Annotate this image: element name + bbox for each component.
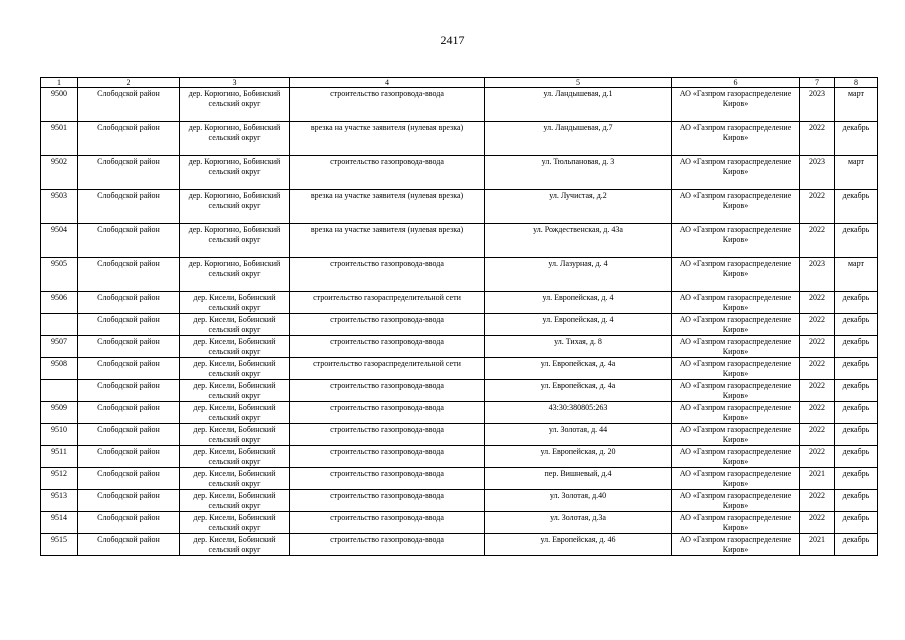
cell-month: декабрь <box>835 534 878 556</box>
cell-number: 9513 <box>41 490 78 512</box>
cell-month: март <box>835 258 878 292</box>
cell-locality: дер. Кисели, Бобинский сельский округ <box>180 402 290 424</box>
cell-work: строительство газопровода-ввода <box>290 88 485 122</box>
cell-work: строительство газопровода-ввода <box>290 468 485 490</box>
cell-work: строительство газопровода-ввода <box>290 534 485 556</box>
cell-district: Слободской район <box>78 490 180 512</box>
cell-month: декабрь <box>835 292 878 314</box>
cell-month: декабрь <box>835 446 878 468</box>
cell-address: ул. Тихая, д. 8 <box>485 336 672 358</box>
cell-year: 2022 <box>800 122 835 156</box>
cell-number: 9501 <box>41 122 78 156</box>
cell-locality: дер. Корюгино, Бобинский сельский округ <box>180 258 290 292</box>
cell-locality: дер. Кисели, Бобинский сельский округ <box>180 468 290 490</box>
cell-month: март <box>835 156 878 190</box>
gasification-table <box>40 77 878 556</box>
cell-district: Слободской район <box>78 402 180 424</box>
cell-number: 9506 <box>41 292 78 314</box>
table-row <box>41 358 878 380</box>
cell-work: строительство газораспределительной сети <box>290 358 485 380</box>
cell-locality: дер. Корюгино, Бобинский сельский округ <box>180 156 290 190</box>
cell-organization: АО «Газпром газораспределение Киров» <box>672 512 800 534</box>
cell-organization: АО «Газпром газораспределение Киров» <box>672 156 800 190</box>
cell-year: 2023 <box>800 156 835 190</box>
cell-district: Слободской район <box>78 314 180 336</box>
column-header: 6 <box>672 78 800 88</box>
cell-organization: АО «Газпром газораспределение Киров» <box>672 224 800 258</box>
cell-number: 9507 <box>41 336 78 358</box>
cell-address: пер. Вишневый, д.4 <box>485 468 672 490</box>
table-row <box>41 292 878 314</box>
cell-month: декабрь <box>835 512 878 534</box>
cell-locality: дер. Кисели, Бобинский сельский округ <box>180 292 290 314</box>
cell-address: ул. Европейская, д. 46 <box>485 534 672 556</box>
cell-district: Слободской район <box>78 224 180 258</box>
cell-organization: АО «Газпром газораспределение Киров» <box>672 534 800 556</box>
cell-district: Слободской район <box>78 156 180 190</box>
column-header: 2 <box>78 78 180 88</box>
cell-district: Слободской район <box>78 534 180 556</box>
cell-address: ул. Ландышевая, д.1 <box>485 88 672 122</box>
cell-organization: АО «Газпром газораспределение Киров» <box>672 446 800 468</box>
cell-work: строительство газопровода-ввода <box>290 156 485 190</box>
cell-district: Слободской район <box>78 512 180 534</box>
cell-district: Слободской район <box>78 358 180 380</box>
cell-work: строительство газопровода-ввода <box>290 490 485 512</box>
cell-locality: дер. Корюгино, Бобинский сельский округ <box>180 88 290 122</box>
cell-number: 9504 <box>41 224 78 258</box>
cell-district: Слободской район <box>78 88 180 122</box>
column-header: 7 <box>800 78 835 88</box>
table-row <box>41 224 878 258</box>
cell-year: 2023 <box>800 88 835 122</box>
cell-work: строительство газопровода-ввода <box>290 512 485 534</box>
cell-work: врезка на участке заявителя (нулевая врезка) <box>290 122 485 156</box>
cell-month: декабрь <box>835 358 878 380</box>
cell-address: ул. Лучистая, д.2 <box>485 190 672 224</box>
cell-address: 43:30:380805:263 <box>485 402 672 424</box>
cell-year: 2022 <box>800 336 835 358</box>
table-row <box>41 424 878 446</box>
cell-organization: АО «Газпром газораспределение Киров» <box>672 258 800 292</box>
cell-locality: дер. Кисели, Бобинский сельский округ <box>180 534 290 556</box>
cell-month: декабрь <box>835 314 878 336</box>
cell-year: 2022 <box>800 402 835 424</box>
cell-address: ул. Золотая, д.3а <box>485 512 672 534</box>
cell-number: 9505 <box>41 258 78 292</box>
cell-year: 2022 <box>800 424 835 446</box>
cell-district: Слободской район <box>78 336 180 358</box>
table-row <box>41 336 878 358</box>
cell-year: 2022 <box>800 292 835 314</box>
table-row <box>41 446 878 468</box>
cell-number: 9503 <box>41 190 78 224</box>
cell-address: ул. Лазурная, д. 4 <box>485 258 672 292</box>
cell-organization: АО «Газпром газораспределение Киров» <box>672 468 800 490</box>
table-row <box>41 156 878 190</box>
cell-number: 9514 <box>41 512 78 534</box>
cell-address: ул. Тюльпановая, д. 3 <box>485 156 672 190</box>
cell-year: 2022 <box>800 358 835 380</box>
cell-locality: дер. Кисели, Бобинский сельский округ <box>180 314 290 336</box>
cell-organization: АО «Газпром газораспределение Киров» <box>672 490 800 512</box>
cell-organization: АО «Газпром газораспределение Киров» <box>672 190 800 224</box>
cell-work: строительство газопровода-ввода <box>290 424 485 446</box>
column-header: 3 <box>180 78 290 88</box>
cell-number: 9515 <box>41 534 78 556</box>
cell-month: декабрь <box>835 490 878 512</box>
cell-number: 9509 <box>41 402 78 424</box>
table-row <box>41 380 878 402</box>
cell-locality: дер. Кисели, Бобинский сельский округ <box>180 336 290 358</box>
table-row <box>41 512 878 534</box>
cell-work: строительство газопровода-ввода <box>290 258 485 292</box>
table-row <box>41 88 878 122</box>
cell-organization: АО «Газпром газораспределение Киров» <box>672 88 800 122</box>
cell-number: 9500 <box>41 88 78 122</box>
cell-year: 2021 <box>800 468 835 490</box>
cell-organization: АО «Газпром газораспределение Киров» <box>672 314 800 336</box>
cell-year: 2023 <box>800 258 835 292</box>
cell-locality: дер. Кисели, Бобинский сельский округ <box>180 446 290 468</box>
cell-locality: дер. Кисели, Бобинский сельский округ <box>180 380 290 402</box>
cell-organization: АО «Газпром газораспределение Киров» <box>672 402 800 424</box>
cell-month: декабрь <box>835 224 878 258</box>
cell-work: строительство газораспределительной сети <box>290 292 485 314</box>
cell-address: ул. Европейская, д. 20 <box>485 446 672 468</box>
cell-number: 9502 <box>41 156 78 190</box>
cell-district: Слободской район <box>78 446 180 468</box>
cell-organization: АО «Газпром газораспределение Киров» <box>672 336 800 358</box>
cell-year: 2022 <box>800 314 835 336</box>
cell-district: Слободской район <box>78 380 180 402</box>
cell-organization: АО «Газпром газораспределение Киров» <box>672 122 800 156</box>
table-row <box>41 314 878 336</box>
cell-month: декабрь <box>835 424 878 446</box>
cell-locality: дер. Кисели, Бобинский сельский округ <box>180 490 290 512</box>
cell-work: строительство газопровода-ввода <box>290 446 485 468</box>
cell-month: декабрь <box>835 336 878 358</box>
cell-year: 2022 <box>800 490 835 512</box>
cell-work: врезка на участке заявителя (нулевая врезка) <box>290 224 485 258</box>
table-row <box>41 190 878 224</box>
cell-locality: дер. Кисели, Бобинский сельский округ <box>180 358 290 380</box>
table-row <box>41 402 878 424</box>
cell-locality: дер. Корюгино, Бобинский сельский округ <box>180 122 290 156</box>
cell-district: Слободской район <box>78 190 180 224</box>
cell-locality: дер. Корюгино, Бобинский сельский округ <box>180 224 290 258</box>
cell-locality: дер. Кисели, Бобинский сельский округ <box>180 424 290 446</box>
cell-locality: дер. Корюгино, Бобинский сельский округ <box>180 190 290 224</box>
cell-address: ул. Европейская, д. 4а <box>485 358 672 380</box>
cell-month: декабрь <box>835 190 878 224</box>
cell-address: ул. Рождественская, д. 43а <box>485 224 672 258</box>
table-row <box>41 534 878 556</box>
column-header: 4 <box>290 78 485 88</box>
column-header: 5 <box>485 78 672 88</box>
column-header: 1 <box>41 78 78 88</box>
cell-number: 9511 <box>41 446 78 468</box>
cell-work: строительство газопровода-ввода <box>290 314 485 336</box>
cell-number: 9512 <box>41 468 78 490</box>
cell-district: Слободской район <box>78 424 180 446</box>
column-header: 8 <box>835 78 878 88</box>
cell-month: декабрь <box>835 380 878 402</box>
cell-work: строительство газопровода-ввода <box>290 402 485 424</box>
cell-district: Слободской район <box>78 468 180 490</box>
cell-number <box>41 314 78 336</box>
cell-number: 9510 <box>41 424 78 446</box>
cell-organization: АО «Газпром газораспределение Киров» <box>672 358 800 380</box>
table-row <box>41 258 878 292</box>
cell-address: ул. Золотая, д.40 <box>485 490 672 512</box>
cell-work: врезка на участке заявителя (нулевая врезка) <box>290 190 485 224</box>
cell-year: 2022 <box>800 190 835 224</box>
cell-address: ул. Европейская, д. 4а <box>485 380 672 402</box>
cell-work: строительство газопровода-ввода <box>290 380 485 402</box>
cell-number: 9508 <box>41 358 78 380</box>
cell-address: ул. Ландышевая, д.7 <box>485 122 672 156</box>
cell-district: Слободской район <box>78 292 180 314</box>
header-row <box>41 78 878 88</box>
cell-work: строительство газопровода-ввода <box>290 336 485 358</box>
cell-district: Слободской район <box>78 122 180 156</box>
cell-year: 2021 <box>800 534 835 556</box>
cell-month: декабрь <box>835 122 878 156</box>
cell-organization: АО «Газпром газораспределение Киров» <box>672 380 800 402</box>
cell-address: ул. Европейская, д. 4 <box>485 292 672 314</box>
cell-month: декабрь <box>835 468 878 490</box>
table-row <box>41 468 878 490</box>
cell-year: 2022 <box>800 446 835 468</box>
cell-locality: дер. Кисели, Бобинский сельский округ <box>180 512 290 534</box>
cell-address: ул. Европейская, д. 4 <box>485 314 672 336</box>
page-number: 2417 <box>440 33 465 47</box>
cell-month: март <box>835 88 878 122</box>
cell-year: 2022 <box>800 380 835 402</box>
cell-year: 2022 <box>800 512 835 534</box>
cell-organization: АО «Газпром газораспределение Киров» <box>672 424 800 446</box>
cell-month: декабрь <box>835 402 878 424</box>
cell-year: 2022 <box>800 224 835 258</box>
table-row <box>41 122 878 156</box>
cell-number <box>41 380 78 402</box>
table-row <box>41 490 878 512</box>
cell-organization: АО «Газпром газораспределение Киров» <box>672 292 800 314</box>
cell-district: Слободской район <box>78 258 180 292</box>
cell-address: ул. Золотая, д. 44 <box>485 424 672 446</box>
